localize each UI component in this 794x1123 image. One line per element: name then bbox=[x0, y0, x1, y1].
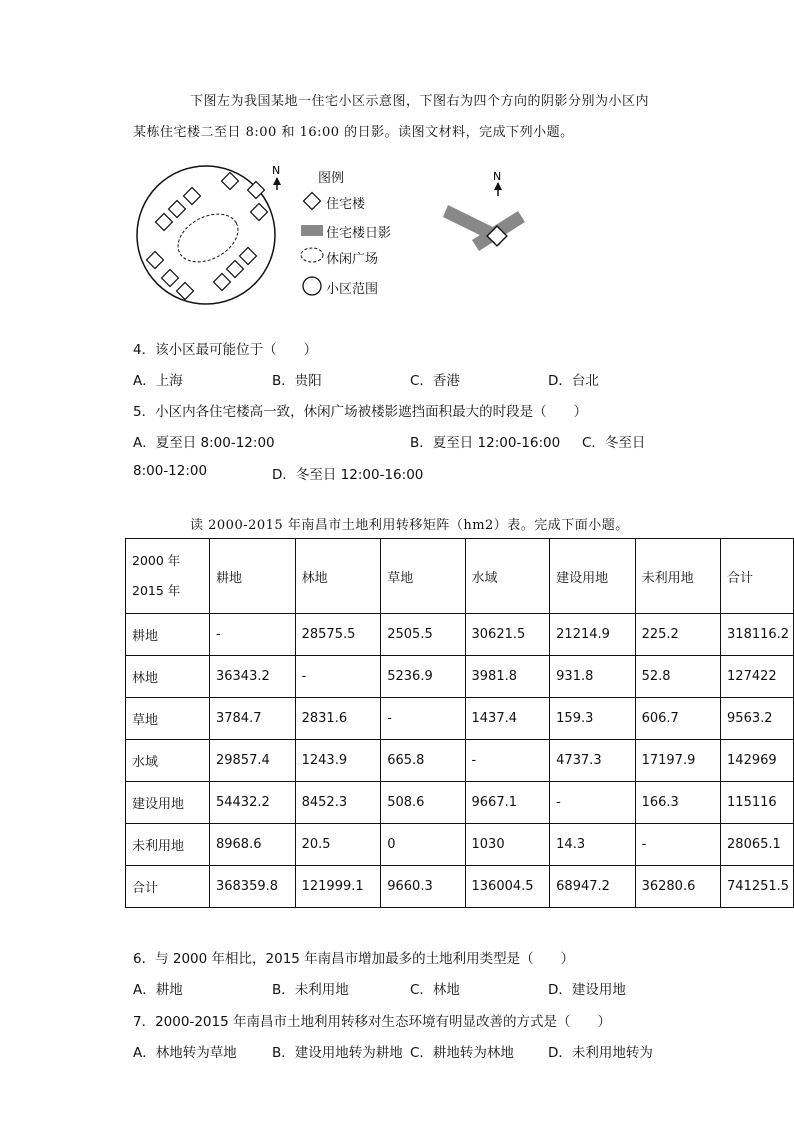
table-cell: 36280.6 bbox=[635, 866, 720, 908]
table-cell: 28575.5 bbox=[295, 614, 381, 656]
table-cell: 2831.6 bbox=[295, 698, 381, 740]
table-cell: 52.8 bbox=[635, 656, 720, 698]
legend-title: 图例 bbox=[318, 171, 345, 186]
legend-boundary-icon bbox=[303, 277, 321, 295]
table-cell: 29857.4 bbox=[209, 740, 295, 782]
col-header: 水域 bbox=[465, 539, 550, 614]
legend-building-icon bbox=[304, 193, 321, 210]
table-cell: - bbox=[635, 824, 720, 866]
legend-shadow-icon bbox=[301, 225, 323, 236]
row-label: 耕地 bbox=[126, 614, 210, 656]
table-cell: 21214.9 bbox=[550, 614, 635, 656]
table-cell: 136004.5 bbox=[465, 866, 550, 908]
q7-option-d: D．未利用地转为 bbox=[548, 1045, 653, 1061]
table-cell: 121999.1 bbox=[295, 866, 381, 908]
table-cell: 142969 bbox=[721, 740, 794, 782]
table-cell: 127422 bbox=[721, 656, 794, 698]
row-label: 合计 bbox=[126, 866, 210, 908]
q5-option-b: B．夏至日 12:00-16:00 bbox=[410, 435, 561, 451]
table-cell: 2505.5 bbox=[381, 614, 465, 656]
table-cell: 1437.4 bbox=[465, 698, 550, 740]
land-use-matrix-table bbox=[125, 538, 794, 908]
q4-stem: 4．该小区最可能位于（ ） bbox=[133, 342, 318, 358]
north-arrow-right-icon bbox=[494, 182, 502, 196]
table-cell: 606.7 bbox=[635, 698, 720, 740]
q6-option-a: A．耕地 bbox=[133, 982, 183, 998]
row-label: 建设用地 bbox=[126, 782, 210, 824]
col-header: 耕地 bbox=[209, 539, 295, 614]
table-cell: 368359.8 bbox=[209, 866, 295, 908]
table-cell: 54432.2 bbox=[209, 782, 295, 824]
q4-option-b: B．贵阳 bbox=[272, 373, 322, 389]
corner-year-2000: 2000 年 bbox=[132, 553, 181, 568]
table-cell: 508.6 bbox=[381, 782, 465, 824]
table-row bbox=[126, 698, 794, 740]
table-cell: - bbox=[295, 656, 381, 698]
table-intro: 读 2000-2015 年南昌市土地利用转移矩阵（hm2）表。完成下面小题。 bbox=[190, 518, 629, 533]
north-arrow-icon bbox=[273, 177, 281, 190]
table-cell: 931.8 bbox=[550, 656, 635, 698]
legend-plaza-icon bbox=[301, 248, 323, 262]
row-label: 未利用地 bbox=[126, 824, 210, 866]
table-cell: 741251.5 bbox=[721, 866, 794, 908]
table-cell: - bbox=[209, 614, 295, 656]
q5-option-d: D．冬至日 12:00-16:00 bbox=[272, 467, 424, 483]
table-cell: 1030 bbox=[465, 824, 550, 866]
table-cell: 3981.8 bbox=[465, 656, 550, 698]
table-cell: 225.2 bbox=[635, 614, 720, 656]
q7-option-b: B．建设用地转为耕地 bbox=[272, 1045, 403, 1061]
q7-option-c: C．耕地转为林地 bbox=[410, 1045, 514, 1061]
col-header: 合计 bbox=[721, 539, 794, 614]
table-header-row bbox=[126, 539, 794, 614]
table-row bbox=[126, 656, 794, 698]
q5-option-a: A．夏至日 8:00-12:00 bbox=[133, 435, 275, 451]
q6-stem: 6．与 2000 年相比，2015 年南昌市增加最多的土地利用类型是（ ） bbox=[133, 951, 575, 967]
table-cell: - bbox=[550, 782, 635, 824]
table-cell: 665.8 bbox=[381, 740, 465, 782]
shadow-diagram bbox=[443, 205, 525, 251]
table-cell: 166.3 bbox=[635, 782, 720, 824]
community-figure bbox=[130, 165, 530, 325]
table-cell: - bbox=[465, 740, 550, 782]
row-label: 水域 bbox=[126, 740, 210, 782]
table-cell: 9660.3 bbox=[381, 866, 465, 908]
q5-option-c: C．冬至日 bbox=[582, 435, 646, 451]
table-cell: 318116.2 bbox=[721, 614, 794, 656]
q7-option-a: A．林地转为草地 bbox=[133, 1045, 237, 1061]
table-cell: 159.3 bbox=[550, 698, 635, 740]
q6-option-b: B．未利用地 bbox=[272, 982, 349, 998]
row-label: 林地 bbox=[126, 656, 210, 698]
col-header: 林地 bbox=[295, 539, 381, 614]
table-row bbox=[126, 614, 794, 656]
q6-option-d: D．建设用地 bbox=[548, 982, 626, 998]
table-cell: 17197.9 bbox=[635, 740, 720, 782]
legend-shadow-label: 住宅楼日影 bbox=[326, 226, 392, 241]
table-cell: 8452.3 bbox=[295, 782, 381, 824]
table-cell: 115116 bbox=[721, 782, 794, 824]
col-header: 建设用地 bbox=[550, 539, 635, 614]
table-corner-cell bbox=[126, 539, 210, 614]
table-cell: 1243.9 bbox=[295, 740, 381, 782]
q4-option-a: A．上海 bbox=[133, 373, 183, 389]
corner-year-2015: 2015 年 bbox=[132, 583, 181, 598]
table-cell: 9667.1 bbox=[465, 782, 550, 824]
table-cell: 20.5 bbox=[295, 824, 381, 866]
q7-stem: 7．2000-2015 年南昌市土地利用转移对生态环境有明显改善的方式是（ ） bbox=[133, 1014, 611, 1030]
intro-line-1: 下图左为我国某地一住宅小区示意图，下图右为四个方向的阴影分别为小区内 bbox=[190, 94, 650, 109]
table-row bbox=[126, 824, 794, 866]
table-cell: 3784.7 bbox=[209, 698, 295, 740]
table-cell: - bbox=[381, 698, 465, 740]
table-cell: 4737.3 bbox=[550, 740, 635, 782]
table-cell: 36343.2 bbox=[209, 656, 295, 698]
legend-plaza-label: 休闲广场 bbox=[326, 252, 379, 267]
table-cell: 8968.6 bbox=[209, 824, 295, 866]
table-row bbox=[126, 782, 794, 824]
building-markers bbox=[147, 173, 268, 300]
q6-option-c: C．林地 bbox=[410, 982, 460, 998]
north-label-right: N bbox=[493, 170, 502, 183]
table-cell: 28065.1 bbox=[721, 824, 794, 866]
table-cell: 14.3 bbox=[550, 824, 635, 866]
row-label: 草地 bbox=[126, 698, 210, 740]
legend-boundary-label: 小区范围 bbox=[326, 282, 379, 297]
table-cell: 5236.9 bbox=[381, 656, 465, 698]
intro-line-2: 某栋住宅楼二至日 8:00 和 16:00 的日影。读图文材料，完成下列小题。 bbox=[133, 125, 574, 140]
q4-option-d: D．台北 bbox=[548, 373, 599, 389]
north-label: N bbox=[272, 165, 281, 177]
legend-building-label: 住宅楼 bbox=[326, 197, 366, 212]
q5-stem: 5．小区内各住宅楼高一致，休闲广场被楼影遮挡面积最大的时段是（ ） bbox=[133, 404, 588, 420]
table-cell: 30621.5 bbox=[465, 614, 550, 656]
table-cell: 9563.2 bbox=[721, 698, 794, 740]
col-header: 未利用地 bbox=[635, 539, 720, 614]
q4-option-c: C．香港 bbox=[410, 373, 460, 389]
table-row bbox=[126, 740, 794, 782]
table-cell: 0 bbox=[381, 824, 465, 866]
col-header: 草地 bbox=[381, 539, 465, 614]
table-row bbox=[126, 866, 794, 908]
q5-option-c-cont: 8:00-12:00 bbox=[133, 463, 208, 479]
table-cell: 68947.2 bbox=[550, 866, 635, 908]
